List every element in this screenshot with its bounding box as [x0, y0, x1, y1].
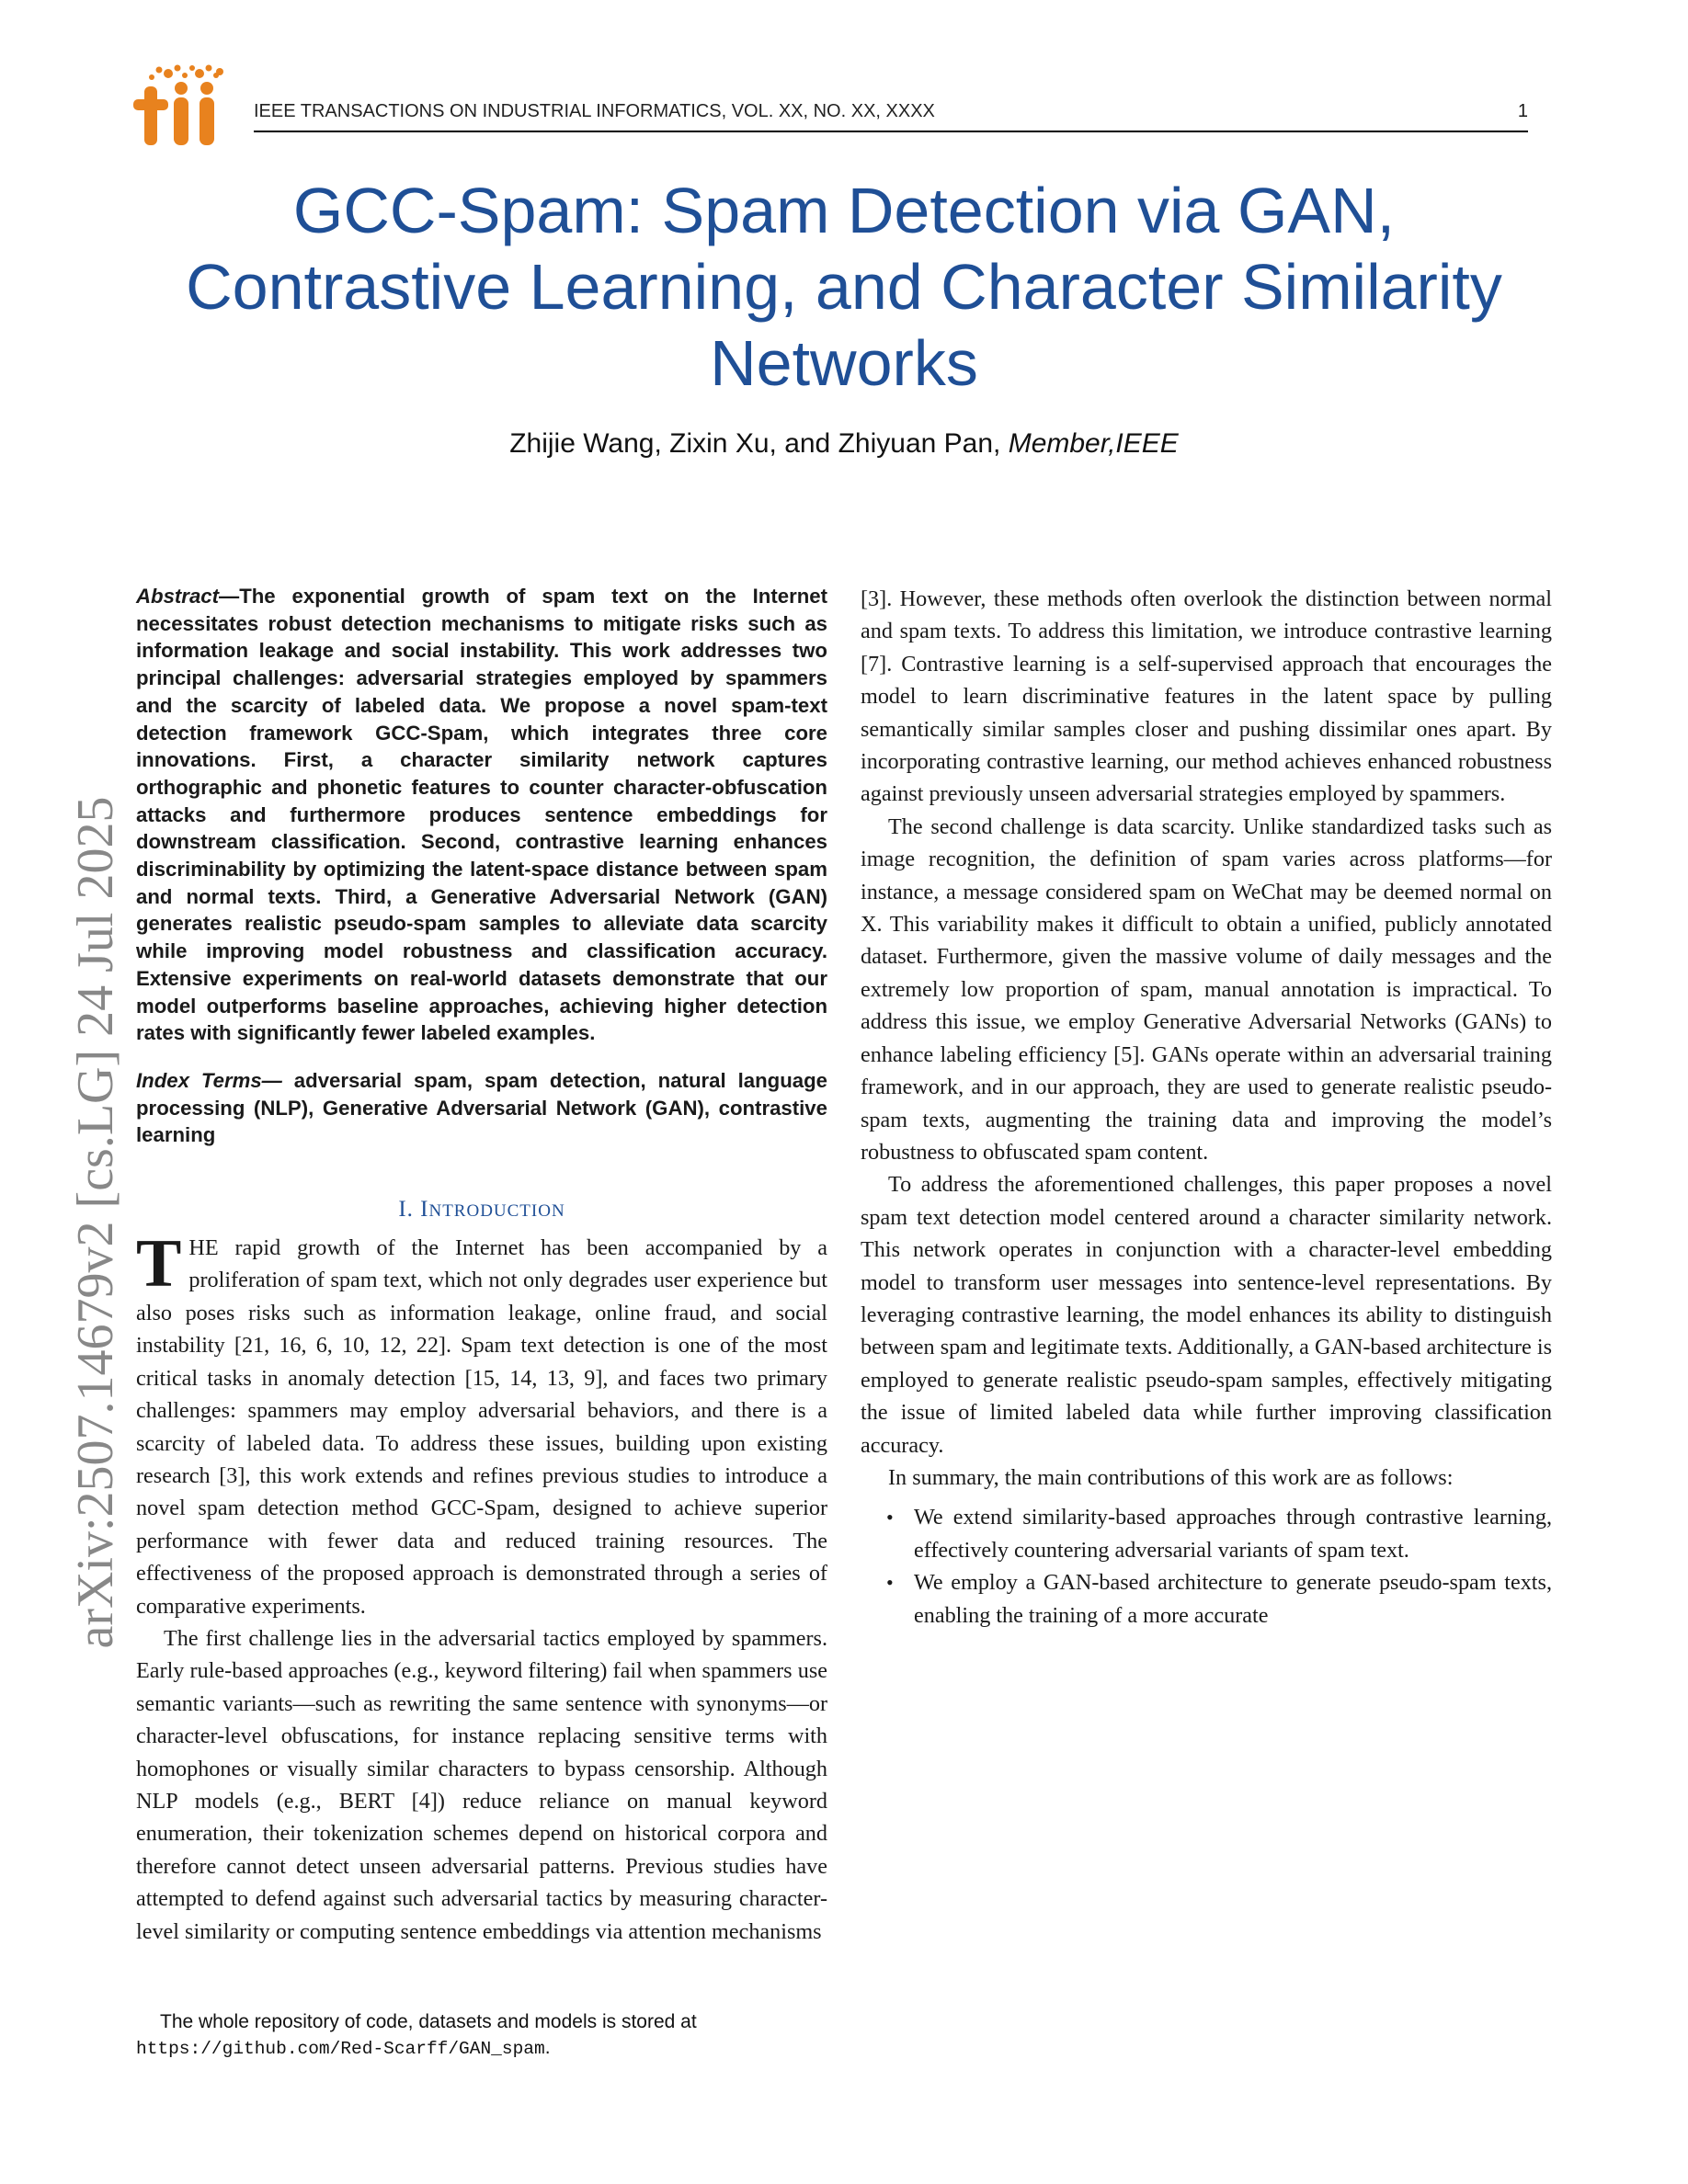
intro-paragraph-2 — [136, 1622, 827, 1948]
intro-paragraph-2-continued: [3]. However, these methods often overlook the distinction between normal and spam texts. To address this limitation, we introduce contrastive learning [7]. Contrastive learning is a self-supervised approach that encourages the model to learn discriminative features in the latent space by pulling semantically similar samples closer and pushing dissimilar ones apart. By incorporating contrastive learning, our method achieves enhanced robustness against previously unseen adversarial strategies employed by spammers. — [861, 586, 1552, 807]
author-names: Zhijie Wang, Zixin Xu, and Zhiyuan Pan, — [509, 428, 1001, 459]
section-title-rest: NTRODUCTION — [428, 1201, 565, 1222]
header-rule — [254, 131, 1528, 132]
footnote-text: The whole repository of code, datasets and models is stored at — [160, 2011, 697, 2032]
author-membership: Member,IEEE — [1008, 428, 1179, 459]
right-column — [861, 583, 1552, 1632]
title-line-1: GCC-Spam: Spam Detection via GAN, — [292, 175, 1396, 246]
author-list — [0, 428, 1688, 460]
drop-cap: T — [136, 1226, 182, 1302]
contribution-1: We extend similarity-based approaches through contrastive learning, effectively countering adversarial variants of spam text. — [914, 1505, 1552, 1563]
abstract — [136, 583, 827, 1047]
intro-paragraph-2-text: The first challenge lies in the adversarial tactics employed by spammers. Early rule-based approaches (e.g., keyword filtering) fail when spammers use semantic variants—such as rewriting the same sentence with synonyms—or character-level obfuscations, for instance replacing sensitive terms with homophones or visually similar characters to bypass censorship. Although NLP models (e.g., BERT [4]) reduce reliance on manual keyword enumeration, their tokenization schemes depend on historical corpora and therefore cannot detect unseen adversarial patterns. Previous studies have attempted to defend against such adversarial tactics by measuring character-level similarity or computing sentence embeddings via attention mechanisms — [136, 1625, 827, 1944]
title-line-2: Contrastive Learning, and Character Similarity — [186, 251, 1502, 323]
intro-paragraph-5 — [861, 1462, 1552, 1494]
abstract-dash: — — [219, 585, 240, 608]
bullet-icon: • — [886, 1506, 894, 1530]
page-number: 1 — [1517, 101, 1528, 121]
list-item — [861, 1501, 1552, 1566]
left-column — [136, 583, 827, 1948]
index-terms-label: Index Terms — [136, 1068, 262, 1092]
intro-paragraph-4 — [861, 1168, 1552, 1462]
bullet-icon: • — [886, 1571, 894, 1595]
abstract-label: Abstract — [136, 585, 220, 608]
footnote-period: . — [544, 2037, 551, 2058]
title-line-3: Networks — [710, 327, 978, 399]
list-item — [861, 1566, 1552, 1632]
intro-paragraph-1-text: HE rapid growth of the Internet has been accompanied by a proliferation of spam text, which not only degrades user experience but also poses risks such as information leakage, online fraud, and social instability [21, 16, 6, 10, 12, 22]. Spam text detection is one of the most critical tasks in anomaly detection [15, 14, 13, 9], and faces two primary challenges: spammers may employ adversarial behaviors, and there is a scarcity of labeled data. To address these issues, building upon existing research [3], this work extends and refines previous studies to introduce a novel spam detection method GCC-Spam, designed to achieve superior performance with fewer data and reduced training resources. The effectiveness of the proposed approach is demonstrated through a series of comparative experiments. — [136, 1235, 827, 1619]
arxiv-stamp: arXiv:2507.14679v2 [cs.LG] 24 Jul 2025 — [67, 796, 124, 1649]
index-terms — [136, 1067, 827, 1149]
index-terms-text: adversarial spam, spam detection, natural language processing (NLP), Generative Adversarial Network (GAN), contrastive learning — [136, 1068, 827, 1147]
abstract-text: The exponential growth of spam text on the Internet necessitates robust detection mechanisms to mitigate risks such as information leakage and social instability. This work addresses two principal challenges: adversarial strategies employed by spammers and the scarcity of labeled data. We propose a novel spam-text detection framework GCC-Spam, which integrates three core innovations. First, a character similarity network captures orthographic and phonetic features to counter character-obfuscation attacks and furthermore produces sentence embeddings for downstream classification. Second, contrastive learning enhances discriminability by optimizing the latent-space distance between spam and normal texts. Third, a Generative Adversarial Network (GAN) generates realistic pseudo-spam samples to alleviate data scarcity while improving model robustness and classification accuracy. Extensive experiments on real-world datasets demonstrate that our model outperforms baseline approaches, achieving higher detection rates with significantly fewer labeled examples. — [136, 585, 827, 1045]
section-heading-introduction — [136, 1197, 827, 1223]
journal-header: IEEE TRANSACTIONS ON INDUSTRIAL INFORMATICS, VOL. XX, NO. XX, XXXX — [254, 101, 935, 121]
intro-paragraph-3 — [861, 811, 1552, 1168]
repository-link[interactable]: https://github.com/Red-Scarff/GAN_spam — [136, 2039, 545, 2059]
footnote — [136, 2009, 827, 2062]
intro-paragraph-3-text: The second challenge is data scarcity. Unlike standardized tasks such as image recognition, the definition of spam varies across platforms—for instance, a message considered spam on WeChat may be deemed normal on X. This variability makes it difficult to obtain a unified, publicly annotated dataset. Furthermore, given the massive volume of daily messages and the extremely low proportion of spam, manual annotation is impractical. To address this issue, we employ Generative Adversarial Networks (GANs) to enhance labeling efficiency [5]. GANs operate within an adversarial training framework, and in our approach, they are used to generate realistic pseudo-spam texts, augmenting the training data and improving the model’s robustness to obfuscated spam content. — [861, 813, 1552, 1165]
intro-paragraph-5-text: In summary, the main contributions of this work are as follows: — [888, 1464, 1454, 1490]
contribution-list — [861, 1501, 1552, 1632]
intro-paragraph-1 — [136, 1226, 827, 1622]
section-title-first: I — [420, 1197, 429, 1223]
section-number: I. — [398, 1197, 421, 1223]
contribution-2: We employ a GAN-based architecture to generate pseudo-spam texts, enabling the training of a more accurate — [914, 1570, 1552, 1628]
paper-title — [138, 173, 1550, 402]
tii-logo — [131, 63, 231, 151]
index-terms-dash: — — [261, 1068, 282, 1092]
intro-paragraph-4-text: To address the aforementioned challenges, this paper proposes a novel spam text detection model centered around a character similarity network. This network operates in conjunction with a character-level embedding model to transform user messages into sentence-level representations. By leveraging contrastive learning, the model enhances its ability to distinguish between spam and legitimate texts. Additionally, a GAN-based architecture is employed to generate realistic pseudo-spam samples, effectively mitigating the issue of limited labeled data while further improving classification accuracy. — [861, 1172, 1552, 1458]
